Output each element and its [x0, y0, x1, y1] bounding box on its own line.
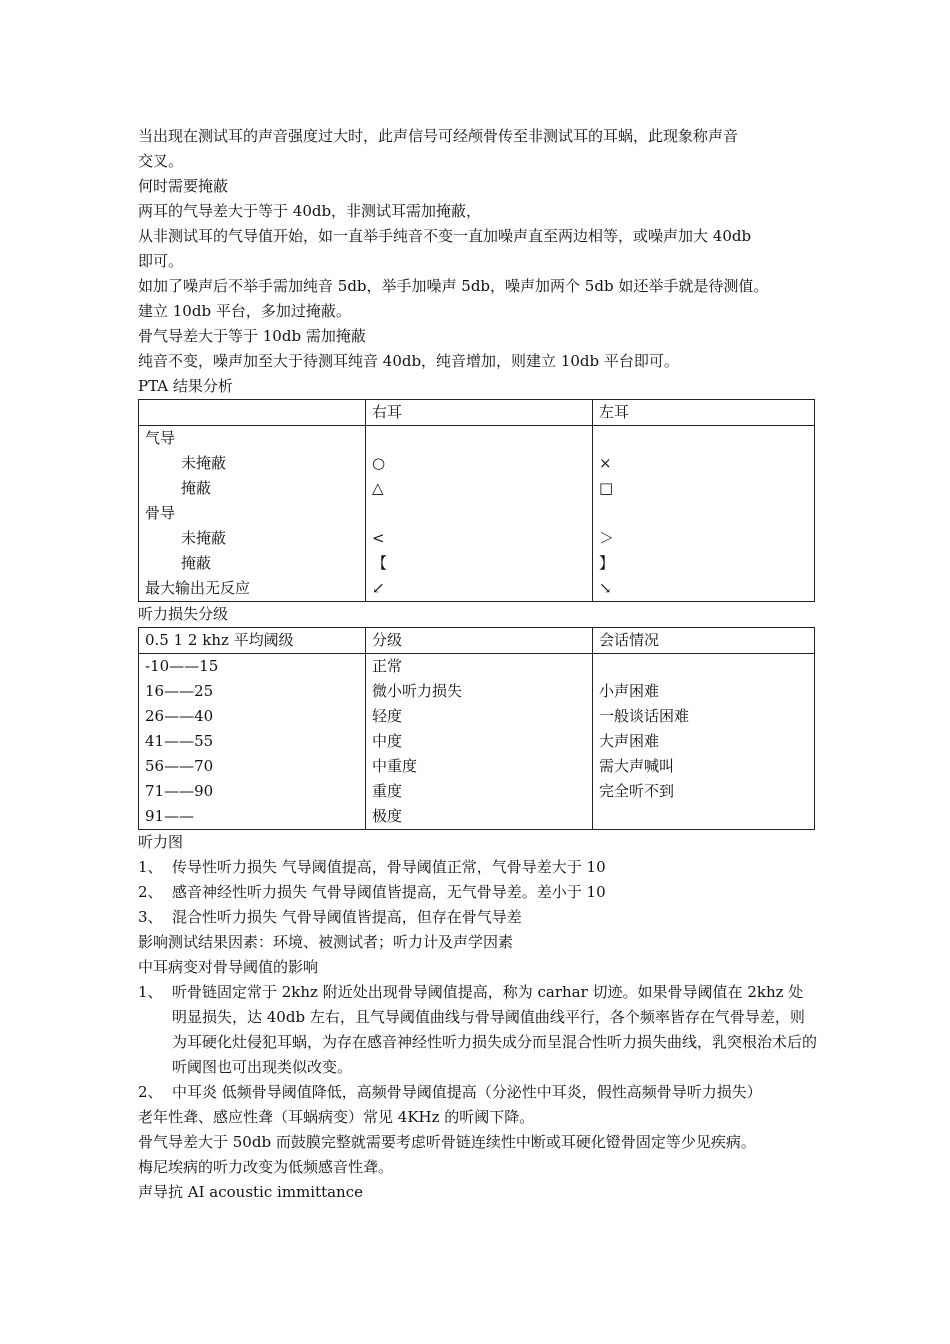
paragraph: 影响测试结果因素：环境、被测试者；听力计及声学因素 [138, 933, 514, 951]
table-header-cell: 0.5 1 2 khz 平均阈级 [139, 628, 366, 654]
symbol: △ [372, 479, 384, 497]
list-number: 3、 [138, 908, 163, 926]
section-heading: 中耳病变对骨导阈值的影响 [138, 958, 319, 976]
left-ear-symbols-cell [593, 426, 815, 602]
grades-cell [366, 654, 593, 830]
list-item [138, 980, 818, 1080]
paragraph: 骨气导差大于 50db 而鼓膜完整就需要考虑听骨链连续性中断或耳硬化镫骨固定等少见疾病。 [138, 1133, 756, 1151]
table-header-cell: 会话情况 [593, 628, 815, 654]
range-value: 91—— [145, 807, 195, 825]
pta-labels-cell [139, 426, 366, 602]
conversation-value: 完全听不到 [599, 782, 675, 800]
grade-value: 中度 [372, 732, 403, 750]
row-label: 最大输出无反应 [145, 579, 251, 597]
pta-table [138, 399, 815, 602]
list-text: 传导性听力损失 气导阈值提高，骨导阈值正常，气骨导差大于 10 [172, 858, 606, 876]
document-page [138, 124, 818, 1205]
list-number: 1、 [138, 983, 163, 1001]
grade-value: 轻度 [372, 707, 403, 725]
paragraph: 老年性聋、感应性聋（耳蜗病变）常见 4KHz 的听阈下降。 [138, 1108, 535, 1126]
row-label: 骨导 [145, 504, 176, 522]
paragraph: 如加了噪声后不举手需加纯音 5db，举手加噪声 5db，噪声加两个 5db 如还举手就是待测值。 [138, 277, 769, 295]
conversation-value: 一般谈话困难 [599, 707, 690, 725]
list-text: 感音神经性听力损失 气骨导阈值皆提高，无气骨导差。差小于 10 [172, 883, 606, 901]
list-number: 2、 [138, 1083, 163, 1101]
section-heading: 听力损失分级 [138, 605, 229, 623]
list-text: 听骨链固定常于 2khz 附近处出现骨导阈值提高，称为 carhar 切迹。如果骨导阈值在 2khz 处明显损失，达 40db 左右，且气导阈值曲线与骨导阈值曲线平行，各个频率皆存在气骨导差，则为耳硬化灶侵犯耳蜗，为存在感音神经性听力损失成分而呈混合性听力损失曲线，乳突根治术后的听阈图也可出现类似改变。 [172, 983, 818, 1076]
ranges-cell [139, 654, 366, 830]
grade-value: 极度 [372, 807, 403, 825]
symbol: ○ [372, 454, 386, 472]
range-value: 16——25 [145, 682, 214, 700]
list-item [138, 1080, 818, 1105]
table-row [139, 426, 815, 602]
paragraph: 即可。 [138, 252, 184, 270]
section-heading: PTA 结果分析 [138, 377, 233, 395]
paragraph: 纯音不变，噪声加至大于待测耳纯音 40db，纯音增加，则建立 10db 平台即可。 [138, 352, 679, 370]
conversation-value: 小声困难 [599, 682, 660, 700]
grade-table [138, 627, 815, 830]
paragraph: 声导抗 AI acoustic immittance [138, 1183, 364, 1201]
list-item [138, 855, 818, 880]
grade-value: 正常 [372, 657, 403, 675]
table-header-cell: 右耳 [366, 400, 593, 426]
symbol: ↘ [599, 579, 612, 597]
row-label: 气导 [145, 429, 176, 447]
list-text: 中耳炎 低频骨导阈值降低，高频骨导阈值提高（分泌性中耳炎，假性高频骨导听力损失） [172, 1083, 762, 1101]
conversation-value: 需大声喊叫 [599, 757, 675, 775]
symbol: ↙ [372, 579, 385, 597]
section-heading: 何时需要掩蔽 [138, 177, 229, 195]
row-label: 掩蔽 [181, 554, 212, 572]
section-heading: 听力图 [138, 833, 184, 851]
list-text: 混合性听力损失 气骨导阈值皆提高，但存在骨气导差 [172, 908, 522, 926]
list-number: 1、 [138, 858, 163, 876]
paragraph: 交叉。 [138, 152, 184, 170]
range-value: 26——40 [145, 707, 214, 725]
table-row [139, 654, 815, 830]
list-item [138, 905, 818, 930]
row-label: 未掩蔽 [181, 529, 227, 547]
paragraph: 当出现在测试耳的声音强度过大时，此声信号可经颅骨传至非测试耳的耳蜗，此现象称声音 [138, 127, 739, 145]
grade-value: 中重度 [372, 757, 418, 775]
table-header-cell: 分级 [366, 628, 593, 654]
table-header-row [139, 400, 815, 426]
range-value: -10——15 [145, 657, 219, 675]
list-item [138, 880, 818, 905]
range-value: 71——90 [145, 782, 214, 800]
paragraph: 建立 10db 平台，多加过掩蔽。 [138, 302, 351, 320]
row-label: 掩蔽 [181, 479, 212, 497]
paragraph: 从非测试耳的气导值开始，如一直举手纯音不变一直加噪声直至两边相等，或噪声加大 40db [138, 227, 752, 245]
row-label: 未掩蔽 [181, 454, 227, 472]
grade-value: 重度 [372, 782, 403, 800]
table-header-row [139, 628, 815, 654]
list-number: 2、 [138, 883, 163, 901]
symbol: □ [599, 479, 614, 497]
paragraph: 两耳的气导差大于等于 40db，非测试耳需加掩蔽， [138, 202, 482, 220]
symbol: ＞ [599, 529, 615, 547]
conversation-value: 大声困难 [599, 732, 660, 750]
paragraph: 骨气导差大于等于 10db 需加掩蔽 [138, 327, 366, 345]
range-value: 41——55 [145, 732, 214, 750]
grade-value: 微小听力损失 [372, 682, 463, 700]
symbol: 【 [372, 554, 388, 572]
symbol: × [599, 454, 612, 472]
table-header-cell [139, 400, 366, 426]
symbol: 】 [599, 554, 615, 572]
paragraph: 梅尼埃病的听力改变为低频感音性聋。 [138, 1158, 394, 1176]
range-value: 56——70 [145, 757, 214, 775]
table-header-cell: 左耳 [593, 400, 815, 426]
symbol: < [372, 529, 385, 547]
right-ear-symbols-cell [366, 426, 593, 602]
conversation-cell [593, 654, 815, 830]
